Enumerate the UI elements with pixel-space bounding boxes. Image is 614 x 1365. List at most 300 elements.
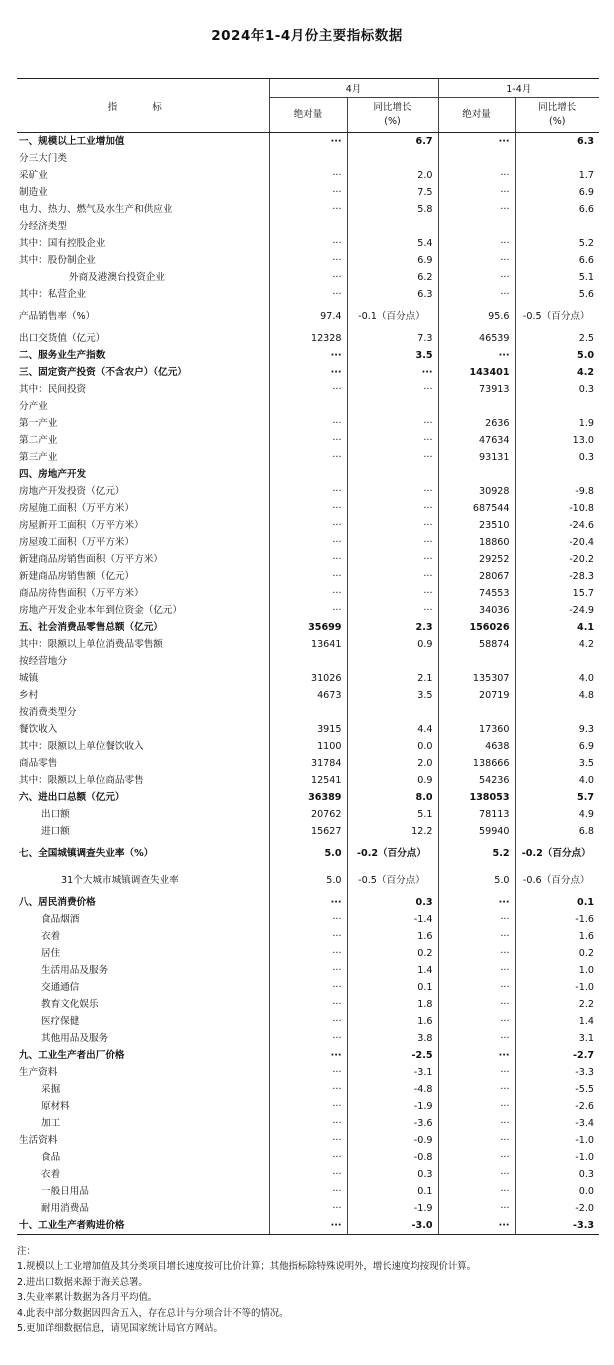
- table-row: [17, 602, 599, 619]
- footnote-line: 5.更加详细数据信息，请见国家统计局官方网站。: [17, 1323, 223, 1335]
- table-row: [17, 772, 599, 789]
- janapr-absolute-cell: ···: [438, 1183, 515, 1200]
- row-label: 一般日用品: [41, 1185, 89, 1197]
- table-row: [17, 670, 599, 687]
- janapr-absolute-cell: 138053: [438, 789, 515, 806]
- table-row: [17, 840, 599, 867]
- table-row: [17, 1166, 599, 1183]
- april-absolute-cell: ···: [269, 911, 347, 928]
- janapr-yoy-cell: -20.4: [515, 534, 599, 551]
- april-yoy-cell: 2.1: [347, 670, 438, 687]
- table-row: [17, 894, 599, 911]
- janapr-absolute-cell: 47634: [438, 432, 515, 449]
- april-absolute-cell: ···: [269, 568, 347, 585]
- april-absolute-cell: ···: [269, 364, 347, 381]
- row-label: 耐用消费品: [41, 1202, 89, 1214]
- janapr-absolute-cell: 95.6: [438, 303, 515, 330]
- april-absolute-cell: 35699: [269, 619, 347, 636]
- table-row: [17, 235, 599, 252]
- table-row: [17, 517, 599, 534]
- april-absolute-cell: [269, 466, 347, 483]
- row-label: 其中：限额以上单位商品零售: [19, 774, 144, 786]
- janapr-yoy-cell: 4.8: [515, 687, 599, 704]
- row-label: 商品零售: [19, 757, 58, 769]
- april-absolute-cell: ···: [269, 347, 347, 364]
- janapr-yoy-cell: 0.3: [515, 1166, 599, 1183]
- janapr-absolute-cell: 30928: [438, 483, 515, 500]
- janapr-yoy-cell: [515, 150, 599, 167]
- april-yoy-cell: -0.9: [347, 1132, 438, 1149]
- janapr-absolute-cell: 687544: [438, 500, 515, 517]
- janapr-absolute-cell: 17360: [438, 721, 515, 738]
- table-row: [17, 721, 599, 738]
- janapr-yoy-cell: 1.0: [515, 962, 599, 979]
- april-yoy-cell: 8.0: [347, 789, 438, 806]
- janapr-absolute-cell: ···: [438, 911, 515, 928]
- row-label: 出口额: [41, 808, 70, 820]
- table-row: [17, 1132, 599, 1149]
- row-label: 其他用品及服务: [41, 1032, 109, 1044]
- table-row: [17, 449, 599, 466]
- row-label: 出口交货值（亿元）: [19, 332, 106, 344]
- april-absolute-cell: [269, 398, 347, 415]
- table-row: [17, 738, 599, 755]
- row-label: 其中：股份制企业: [19, 254, 96, 266]
- april-yoy-cell: 12.2: [347, 823, 438, 840]
- april-yoy-cell: 4.4: [347, 721, 438, 738]
- april-absolute-cell: [269, 704, 347, 721]
- april-yoy-cell: -3.6: [347, 1115, 438, 1132]
- footnote-line: 3.失业率累计数据为各月平均值。: [17, 1292, 158, 1304]
- row-label: 交通通信: [41, 981, 80, 993]
- april-absolute-cell: ···: [269, 500, 347, 517]
- row-label: 衣着: [41, 930, 61, 942]
- header-row-period: [17, 79, 599, 98]
- header-janapr-yoy: [515, 98, 599, 133]
- april-yoy-cell: -0.2（百分点）: [347, 840, 438, 867]
- janapr-yoy-cell: -28.3: [515, 568, 599, 585]
- janapr-absolute-cell: ···: [438, 184, 515, 201]
- row-label: 房屋新开工面积（万平方米）: [19, 519, 144, 531]
- janapr-yoy-cell: 13.0: [515, 432, 599, 449]
- row-label: 房地产开发投资（亿元）: [19, 485, 125, 497]
- janapr-yoy-cell: -0.6（百分点）: [515, 867, 599, 894]
- janapr-yoy-cell: 3.5: [515, 755, 599, 772]
- table-row: [17, 704, 599, 721]
- janapr-yoy-cell: -5.5: [515, 1081, 599, 1098]
- janapr-absolute-cell: ···: [438, 894, 515, 911]
- row-label: 城镇: [19, 672, 39, 684]
- janapr-absolute-cell: [438, 218, 515, 235]
- april-yoy-cell: ···: [347, 551, 438, 568]
- janapr-absolute-cell: 74553: [438, 585, 515, 602]
- janapr-yoy-cell: 0.1: [515, 894, 599, 911]
- table-row: [17, 619, 599, 636]
- janapr-absolute-cell: 138666: [438, 755, 515, 772]
- table-row: [17, 945, 599, 962]
- row-label: 外商及港澳台投资企业: [69, 271, 165, 283]
- janapr-yoy-cell: 1.6: [515, 928, 599, 945]
- janapr-absolute-cell: 156026: [438, 619, 515, 636]
- row-label: 房地产开发企业本年到位资金（亿元）: [19, 604, 183, 616]
- april-yoy-cell: 0.0: [347, 738, 438, 755]
- april-absolute-cell: 12541: [269, 772, 347, 789]
- row-label: 居住: [41, 947, 61, 959]
- janapr-absolute-cell: [438, 398, 515, 415]
- janapr-yoy-cell: 0.3: [515, 449, 599, 466]
- april-yoy-cell: [347, 653, 438, 670]
- janapr-yoy-cell: [515, 466, 599, 483]
- april-yoy-cell: [347, 150, 438, 167]
- janapr-absolute-cell: ···: [438, 1047, 515, 1064]
- april-yoy-cell: ···: [347, 517, 438, 534]
- april-yoy-cell: ···: [347, 432, 438, 449]
- row-label: 乡村: [19, 689, 39, 701]
- april-yoy-cell: 5.8: [347, 201, 438, 218]
- table-row: [17, 167, 599, 184]
- april-absolute-cell: 12328: [269, 330, 347, 347]
- janapr-yoy-cell: -3.3: [515, 1064, 599, 1081]
- janapr-yoy-cell: [515, 398, 599, 415]
- footnote-line: 4.此表中部分数据因四舍五入，存在总计与分项合计不等的情况。: [17, 1307, 289, 1319]
- janapr-absolute-cell: ···: [438, 1064, 515, 1081]
- row-label: 分经济类型: [19, 220, 67, 232]
- row-label: 十、工业生产者购进价格: [17, 1217, 269, 1235]
- april-absolute-cell: 3915: [269, 721, 347, 738]
- row-label: 二、服务业生产指数: [19, 349, 106, 361]
- april-absolute-cell: ···: [269, 1030, 347, 1047]
- janapr-yoy-cell: 6.3: [515, 133, 599, 151]
- janapr-yoy-cell: -2.6: [515, 1098, 599, 1115]
- janapr-absolute-cell: 20719: [438, 687, 515, 704]
- april-absolute-cell: ···: [269, 1098, 347, 1115]
- april-yoy-cell: 1.6: [347, 1013, 438, 1030]
- janapr-absolute-cell: 23510: [438, 517, 515, 534]
- april-absolute-cell: [269, 150, 347, 167]
- row-label: 其中：限额以上单位消费品零售额: [19, 638, 163, 650]
- janapr-yoy-cell: [515, 704, 599, 721]
- header-april-absolute: 绝对量: [269, 98, 347, 133]
- row-label: 按消费类型分: [19, 706, 77, 718]
- april-yoy-cell: 2.0: [347, 167, 438, 184]
- janapr-absolute-cell: 135307: [438, 670, 515, 687]
- table-row: [17, 252, 599, 269]
- janapr-absolute-cell: ···: [438, 347, 515, 364]
- footnotes: [17, 1244, 599, 1336]
- janapr-yoy-cell: 5.2: [515, 235, 599, 252]
- table-row: [17, 1200, 599, 1217]
- header-yoy-line2: (%): [384, 116, 401, 127]
- table-row: [17, 996, 599, 1013]
- janapr-yoy-cell: 0.3: [515, 381, 599, 398]
- row-label: 生活资料: [19, 1134, 58, 1146]
- janapr-yoy-cell: 6.9: [515, 738, 599, 755]
- header-indicator: 指 标: [17, 79, 269, 133]
- janapr-absolute-cell: ···: [438, 1149, 515, 1166]
- table-row: [17, 636, 599, 653]
- janapr-absolute-cell: ···: [438, 1132, 515, 1149]
- row-label: 第三产业: [19, 451, 58, 463]
- janapr-yoy-cell: -0.5（百分点）: [515, 303, 599, 330]
- row-label: 五、社会消费品零售总额（亿元）: [19, 621, 163, 633]
- row-label: 第一产业: [19, 417, 58, 429]
- janapr-yoy-cell: 4.1: [515, 619, 599, 636]
- row-label: 分三大门类: [19, 152, 67, 164]
- april-absolute-cell: ···: [269, 167, 347, 184]
- row-label: 新建商品房销售额（亿元）: [19, 570, 135, 582]
- table-row: [17, 1098, 599, 1115]
- table-row: [17, 551, 599, 568]
- janapr-absolute-cell: ···: [438, 1217, 515, 1235]
- janapr-absolute-cell: ···: [438, 1115, 515, 1132]
- janapr-absolute-cell: 4638: [438, 738, 515, 755]
- row-label: 31个大城市城镇调查失业率: [61, 874, 179, 886]
- row-label: 食品烟酒: [41, 913, 80, 925]
- janapr-yoy-cell: [515, 653, 599, 670]
- janapr-yoy-cell: -9.8: [515, 483, 599, 500]
- janapr-absolute-cell: [438, 150, 515, 167]
- april-yoy-cell: -1.9: [347, 1098, 438, 1115]
- april-absolute-cell: ···: [269, 415, 347, 432]
- janapr-absolute-cell: 93131: [438, 449, 515, 466]
- april-yoy-cell: -0.5（百分点）: [347, 867, 438, 894]
- janapr-absolute-cell: 5.2: [438, 840, 515, 867]
- april-yoy-cell: -1.4: [347, 911, 438, 928]
- april-absolute-cell: ···: [269, 1013, 347, 1030]
- janapr-absolute-cell: 46539: [438, 330, 515, 347]
- april-absolute-cell: ···: [269, 483, 347, 500]
- indicator-table: [17, 78, 599, 1235]
- janapr-absolute-cell: ···: [438, 962, 515, 979]
- table-row: [17, 1064, 599, 1081]
- april-absolute-cell: 13641: [269, 636, 347, 653]
- april-yoy-cell: -4.8: [347, 1081, 438, 1098]
- janapr-absolute-cell: ···: [438, 928, 515, 945]
- april-absolute-cell: ···: [269, 432, 347, 449]
- table-row: [17, 218, 599, 235]
- april-yoy-cell: 3.5: [347, 347, 438, 364]
- april-absolute-cell: ···: [269, 201, 347, 218]
- april-absolute-cell: 5.0: [269, 867, 347, 894]
- row-label: 生产资料: [19, 1066, 58, 1078]
- april-absolute-cell: 4673: [269, 687, 347, 704]
- april-yoy-cell: 6.3: [347, 286, 438, 303]
- janapr-absolute-cell: 5.0: [438, 867, 515, 894]
- janapr-absolute-cell: 34036: [438, 602, 515, 619]
- table-row: [17, 1115, 599, 1132]
- table-row: [17, 184, 599, 201]
- table-row: [17, 381, 599, 398]
- table-row: [17, 911, 599, 928]
- april-absolute-cell: ···: [269, 962, 347, 979]
- table-row: [17, 867, 599, 894]
- janapr-yoy-cell: 4.2: [515, 636, 599, 653]
- april-yoy-cell: [347, 466, 438, 483]
- row-label: 三、固定资产投资（不含农户）（亿元）: [19, 366, 187, 378]
- row-label: 其中：限额以上单位餐饮收入: [19, 740, 144, 752]
- row-label: 九、工业生产者出厂价格: [19, 1049, 125, 1061]
- april-yoy-cell: 5.4: [347, 235, 438, 252]
- janapr-yoy-cell: 6.6: [515, 252, 599, 269]
- footnote-line: 1.规模以上工业增加值及其分类项目增长速度按可比价计算；其他指标除特殊说明外，增长速度均按现价计算。: [17, 1261, 476, 1273]
- janapr-yoy-cell: 5.7: [515, 789, 599, 806]
- janapr-yoy-cell: -20.2: [515, 551, 599, 568]
- april-absolute-cell: [269, 218, 347, 235]
- april-yoy-cell: 0.2: [347, 945, 438, 962]
- april-absolute-cell: ···: [269, 945, 347, 962]
- janapr-yoy-cell: 0.0: [515, 1183, 599, 1200]
- april-yoy-cell: 1.6: [347, 928, 438, 945]
- table-row: [17, 415, 599, 432]
- april-yoy-cell: ···: [347, 568, 438, 585]
- table-row: [17, 585, 599, 602]
- janapr-yoy-cell: [515, 218, 599, 235]
- april-absolute-cell: 5.0: [269, 840, 347, 867]
- janapr-absolute-cell: ···: [438, 201, 515, 218]
- header-janapr-absolute: 绝对量: [438, 98, 515, 133]
- janapr-absolute-cell: [438, 653, 515, 670]
- april-yoy-cell: 6.9: [347, 252, 438, 269]
- janapr-yoy-cell: 6.6: [515, 201, 599, 218]
- janapr-absolute-cell: ···: [438, 1098, 515, 1115]
- janapr-yoy-cell: -24.9: [515, 602, 599, 619]
- april-absolute-cell: ···: [269, 1115, 347, 1132]
- april-absolute-cell: ···: [269, 449, 347, 466]
- april-absolute-cell: 31784: [269, 755, 347, 772]
- april-absolute-cell: ···: [269, 928, 347, 945]
- april-yoy-cell: ···: [347, 415, 438, 432]
- janapr-yoy-cell: 4.9: [515, 806, 599, 823]
- april-yoy-cell: ···: [347, 449, 438, 466]
- april-absolute-cell: [269, 653, 347, 670]
- april-yoy-cell: 0.1: [347, 1183, 438, 1200]
- janapr-absolute-cell: ···: [438, 945, 515, 962]
- april-absolute-cell: ···: [269, 1047, 347, 1064]
- table-row: [17, 568, 599, 585]
- janapr-absolute-cell: ···: [438, 1166, 515, 1183]
- janapr-absolute-cell: ···: [438, 979, 515, 996]
- janapr-yoy-cell: -24.6: [515, 517, 599, 534]
- april-yoy-cell: 2.0: [347, 755, 438, 772]
- row-label: 房屋施工面积（万平方米）: [19, 502, 135, 514]
- janapr-absolute-cell: ···: [438, 235, 515, 252]
- janapr-yoy-cell: -1.6: [515, 911, 599, 928]
- janapr-yoy-cell: -2.0: [515, 1200, 599, 1217]
- april-absolute-cell: ···: [269, 551, 347, 568]
- april-absolute-cell: ···: [269, 184, 347, 201]
- table-row: [17, 364, 599, 381]
- table-row: [17, 1081, 599, 1098]
- footnote-line: 注：: [17, 1246, 36, 1257]
- janapr-yoy-cell: 1.7: [515, 167, 599, 184]
- header-april: 4月: [269, 79, 438, 98]
- footnote-line: 2.进出口数据来源于海关总署。: [17, 1276, 148, 1288]
- april-absolute-cell: 20762: [269, 806, 347, 823]
- janapr-absolute-cell: 54236: [438, 772, 515, 789]
- janapr-yoy-cell: 1.9: [515, 415, 599, 432]
- janapr-yoy-cell: 2.5: [515, 330, 599, 347]
- april-yoy-cell: 0.3: [347, 1166, 438, 1183]
- table-row: [17, 687, 599, 704]
- april-yoy-cell: 1.8: [347, 996, 438, 1013]
- april-yoy-cell: -0.1（百分点）: [347, 303, 438, 330]
- table-row: [17, 150, 599, 167]
- janapr-absolute-cell: ···: [438, 252, 515, 269]
- april-absolute-cell: ···: [269, 269, 347, 286]
- table-row: [17, 1183, 599, 1200]
- janapr-absolute-cell: 29252: [438, 551, 515, 568]
- janapr-yoy-cell: 5.6: [515, 286, 599, 303]
- row-label: 分产业: [19, 400, 48, 412]
- april-absolute-cell: ···: [269, 1217, 347, 1235]
- row-label: 制造业: [19, 186, 48, 198]
- row-label: 采矿业: [19, 169, 48, 181]
- table-row: [17, 653, 599, 670]
- janapr-yoy-cell: 9.3: [515, 721, 599, 738]
- row-label: 七、全国城镇调查失业率（%）: [19, 847, 154, 859]
- row-label: 一、规模以上工业增加值: [19, 135, 125, 147]
- april-yoy-cell: 0.1: [347, 979, 438, 996]
- table-row: [17, 432, 599, 449]
- janapr-yoy-cell: -1.0: [515, 1149, 599, 1166]
- table-body: [17, 133, 599, 1235]
- table-row: [17, 789, 599, 806]
- april-yoy-cell: ···: [347, 364, 438, 381]
- row-label: 进口额: [41, 825, 70, 837]
- janapr-yoy-cell: -10.8: [515, 500, 599, 517]
- janapr-absolute-cell: 59940: [438, 823, 515, 840]
- table-row: [17, 928, 599, 945]
- april-yoy-cell: 5.1: [347, 806, 438, 823]
- april-yoy-cell: 7.5: [347, 184, 438, 201]
- janapr-absolute-cell: ···: [438, 996, 515, 1013]
- table-row: [17, 534, 599, 551]
- row-label: 四、房地产开发: [19, 468, 87, 480]
- janapr-yoy-cell: -3.3: [515, 1217, 599, 1235]
- janapr-absolute-cell: 18860: [438, 534, 515, 551]
- april-yoy-cell: [347, 398, 438, 415]
- janapr-yoy-cell: 15.7: [515, 585, 599, 602]
- row-label: 电力、热力、燃气及水生产和供应业: [19, 203, 173, 215]
- janapr-absolute-cell: 28067: [438, 568, 515, 585]
- janapr-absolute-cell: [438, 466, 515, 483]
- table-row: [17, 303, 599, 330]
- row-label: 原材料: [41, 1100, 70, 1112]
- april-yoy-cell: 1.4: [347, 962, 438, 979]
- april-yoy-cell: ···: [347, 381, 438, 398]
- table-row: [17, 806, 599, 823]
- janapr-absolute-cell: 73913: [438, 381, 515, 398]
- april-absolute-cell: 97.4: [269, 303, 347, 330]
- april-absolute-cell: 15627: [269, 823, 347, 840]
- april-absolute-cell: ···: [269, 1132, 347, 1149]
- april-absolute-cell: ···: [269, 1166, 347, 1183]
- row-label: 产品销售率（%）: [19, 310, 96, 322]
- april-yoy-cell: 7.3: [347, 330, 438, 347]
- april-yoy-cell: 3.8: [347, 1030, 438, 1047]
- janapr-yoy-cell: 0.2: [515, 945, 599, 962]
- row-label: 其中：私营企业: [19, 288, 87, 300]
- april-yoy-cell: 2.3: [347, 619, 438, 636]
- april-absolute-cell: ···: [269, 381, 347, 398]
- april-absolute-cell: ···: [269, 133, 347, 151]
- april-absolute-cell: ···: [269, 1064, 347, 1081]
- april-absolute-cell: ···: [269, 534, 347, 551]
- janapr-absolute-cell: ···: [438, 286, 515, 303]
- row-label: 八、居民消费价格: [19, 896, 96, 908]
- janapr-absolute-cell: 143401: [438, 364, 515, 381]
- april-absolute-cell: ···: [269, 235, 347, 252]
